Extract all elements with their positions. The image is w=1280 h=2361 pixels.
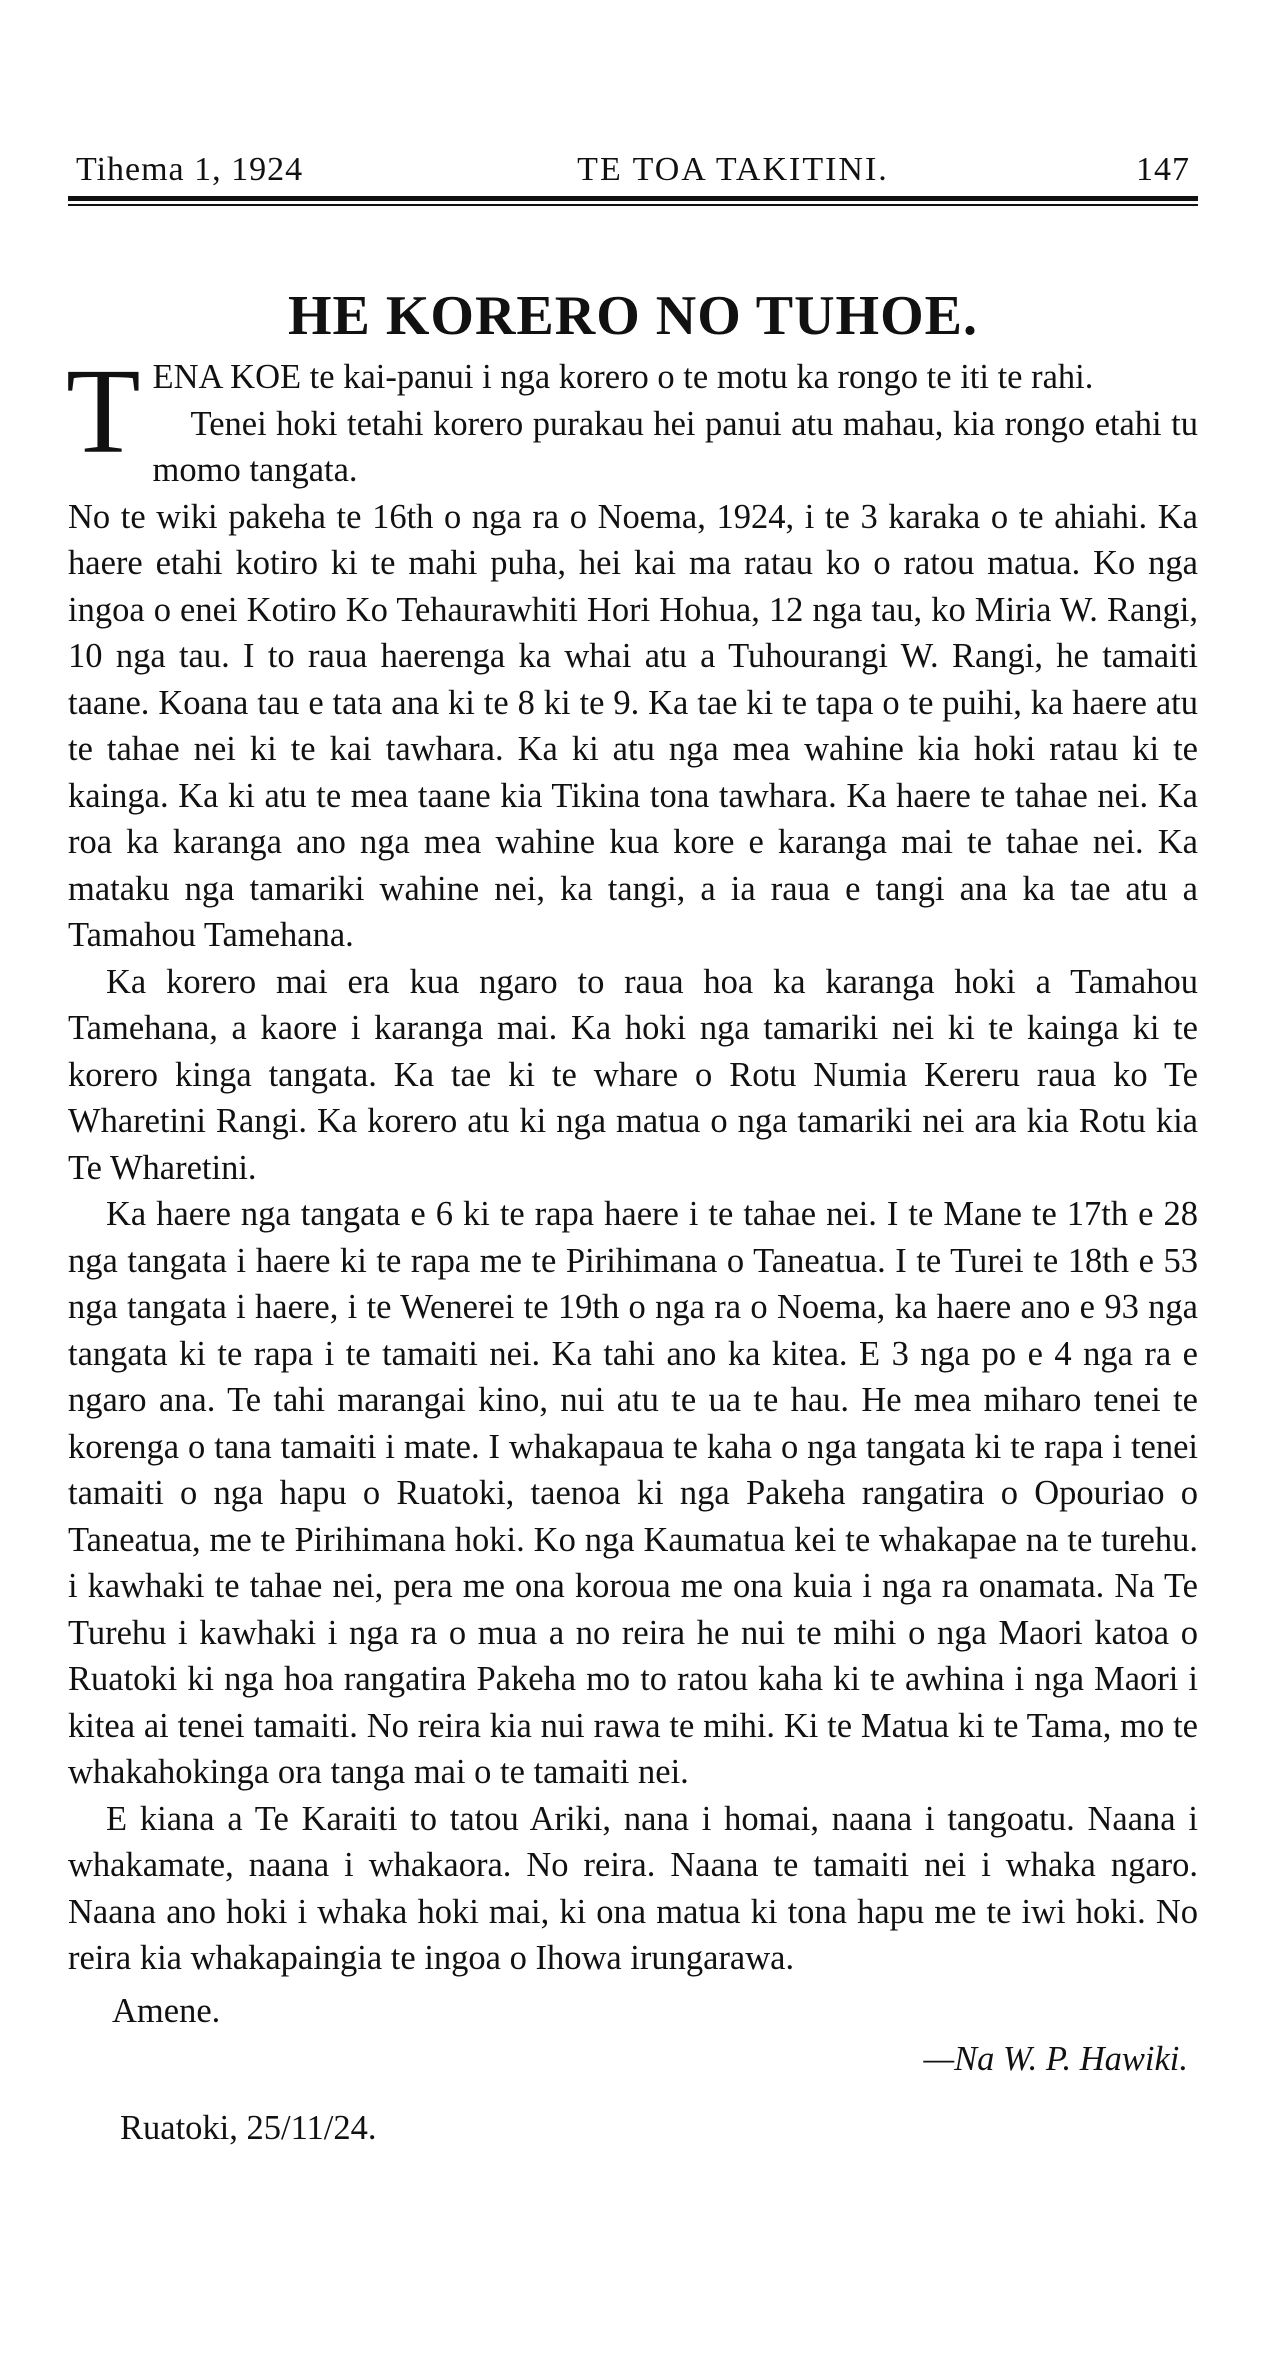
paragraph-3: No te wiki pakeha te 16th o nga ra o Noema, 1924, i te 3 karaka o te ahiahi. Ka haere etahi kotiro ki te mahi puha, hei kai ma ratau ko o ratou matua. Ko nga ingoa o enei Kotiro Ko Tehaurawhiti Hori Hohua, 12 nga tau, ko Miria W. Rangi, 10 nga tau. I to raua haerenga ka whai atu a Tuhourangi W. Rangi, he tamaiti taane. Koana tau e tata ana ki te 8 ki te 9. Ka tae ki te tapa o te puihi, ka haere atu te tahae nei ki te kai tawhara. Ka ki atu nga mea wahine kia hoki ratau ki te kainga. Ka ki atu te mea taane kia Tikina tona tawhara. Ka haere te tahae nei. Ka roa ka karanga ano nga mea wahine kua kore e karanga mai te tahae nei. Ka mataku nga tamariki wahine nei, ka tangi, a ia raua e tangi ana ka tae atu a Tamahou Tamehana. [68, 497, 1198, 954]
paragraph-4: Ka korero mai era kua ngaro to raua hoa ka karanga hoki a Tamahou Tamehana, a kaore i karanga mai. Ka hoki nga tamariki nei ki te kainga ki te korero kinga tangata. Ka tae ki te whare o Rotu Numia Kereru raua ko Te Wharetini Rangi. Ka korero atu ki nga matua o nga tamariki nei ara kia Rotu kia Te Wharetini. [68, 962, 1198, 1187]
paragraph-5: Ka haere nga tangata e 6 ki te rapa haere i te tahae nei. I te Mane te 17th e 28 nga tangata i haere ki te rapa me te Pirihimana o Taneatua. I te Turei te 18th e 53 nga tangata i haere, i te Wenerei te 19th o nga ra o Noema, ka haere ano e 93 nga tangata ki te rapa i te tamaiti nei. Ka tahi ano ka kitea. E 3 nga po e 4 nga ra e ngaro ana. Te tahi marangai kino, nui atu te ua te hau. He mea miharo tenei te korenga o tana tamaiti i mate. I whakapaua te kaha o nga tangata ki te rapa i tenei tamaiti o nga hapu o Ruatoki, taenoa ki nga Pakeha rangatira o Opouriao o Taneatua, me te Pirihimana hoki. Ko nga Kaumatua kei te whakapae na te turehu. i kawhaki te tahae nei, pera me ona koroua me ona kuia i nga ra onamata. Na Te Turehu i kawhaki i nga ra o mua a no reira he nui te mihi o nga Maori katoa o Ruatoki ki nga hoa rangatira Pakeha mo to ratou kaha ki te awhina i nga Maori i kitea ai tenei tamaiti. No reira kia nui rawa te mihi. Ki te Matua ki te Tama, mo te whakahokinga ora tanga mai o te tamaiti nei. [68, 1195, 1198, 1791]
magazine-page [68, 150, 1198, 2151]
paragraph-6: E kiana a Te Karaiti to tatou Ariki, nana i homai, naana i tangoatu. Naana i whakamate, naana i whakaora. No reira. Naana te tamaiti nei i whaka ngaro. Naana ano hoki i whaka hoki mai, ki ona matua ki tona hapu me te iwi hoki. No reira kia whakapaingia te ingoa o Ihowa irungarawa. [68, 1799, 1198, 1977]
closing-amen: Amene. [112, 1991, 221, 2030]
paragraph-1-text: ENA KOE te kai-panui i nga korero o te motu ka rongo te iti te rahi. [152, 358, 1094, 396]
article-body [66, 344, 1198, 1982]
issue-date: Tihema 1, 1924 [76, 151, 304, 188]
header-rule-thick [68, 196, 1198, 201]
journal-title: TE TOA TAKITINI. [577, 151, 889, 188]
paragraph-2: Tenei hoki tetahi korero purakau hei panui atu mahau, kia rongo etahi tu momo tangata. [152, 404, 1198, 489]
header-rule-thin [68, 204, 1198, 206]
place-and-date: Ruatoki, 25/11/24. [120, 2108, 377, 2147]
page-number: 147 [1136, 151, 1190, 188]
drop-cap: T [66, 344, 141, 479]
article-title: HE KORERO NO TUHOE. [287, 285, 979, 347]
author-signature: —Na W. P. Hawiki. [923, 2040, 1188, 2078]
running-header [68, 150, 1198, 194]
